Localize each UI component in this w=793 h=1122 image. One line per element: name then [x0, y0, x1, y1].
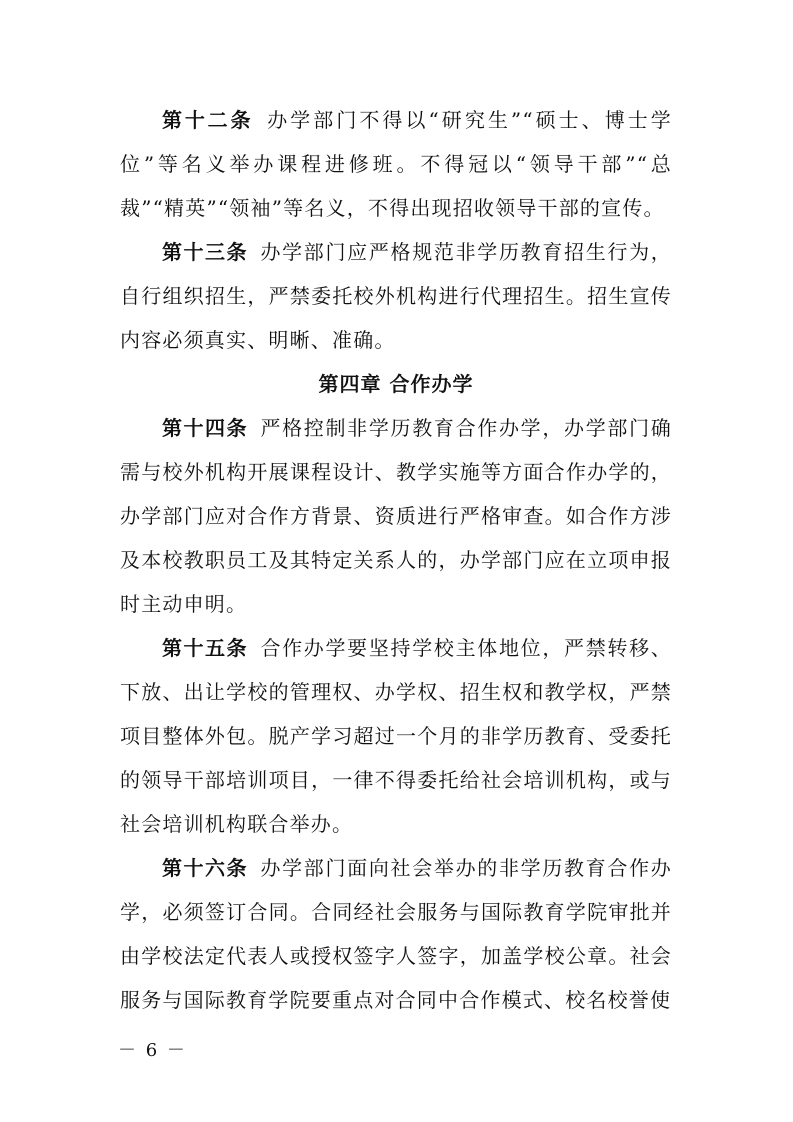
article-number: 第十五条 [162, 636, 248, 660]
article-text: 合作办学要坚持学校主体地位，严禁转移、下放、出让学校的管理权、办学权、招生权和教学权，严禁项目整体外包。脱产学习超过一个月的非学历教育、受委托的领导干部培训项目，一律不得委托给社会培训机构，或与社会培训机构联合举办。 [120, 636, 672, 836]
article-14 [120, 406, 672, 626]
article-15 [120, 626, 672, 846]
article-number: 第十六条 [162, 856, 248, 880]
article-text: 办学部门不得以“研究生”“硕士、博士学位”等名义举办课程进修班。不得冠以“领导干部”“总裁”“精英”“领袖”等名义，不得出现招收领导干部的宣传。 [120, 108, 672, 220]
article-number: 第十四条 [162, 416, 248, 440]
page-number: － 6 － [118, 1040, 187, 1061]
article-text: 严格控制非学历教育合作办学，办学部门确需与校外机构开展课程设计、教学实施等方面合作办学的，办学部门应对合作方背景、资质进行严格审查。如合作方涉及本校教职员工及其特定关系人的，办学部门应在立项申报时主动申明。 [120, 416, 672, 616]
article-text: 办学部门应严格规范非学历教育招生行为，自行组织招生，严禁委托校外机构进行代理招生。招生宣传内容必须真实、明晰、准确。 [120, 240, 672, 352]
article-text: 办学部门面向社会举办的非学历教育合作办学，必须签订合同。合同经社会服务与国际教育学院审批并由学校法定代表人或授权签字人签字，加盖学校公章。社会服务与国际教育学院要重点对合同中合作模式、校名校誉使 [120, 856, 672, 1012]
article-13 [120, 230, 672, 362]
article-number: 第十二条 [162, 108, 254, 132]
page-content [120, 98, 672, 1022]
article-16 [120, 846, 672, 1022]
chapter-heading: 第四章 合作办学 [318, 372, 474, 396]
article-number: 第十三条 [162, 240, 248, 264]
article-12 [120, 98, 672, 230]
